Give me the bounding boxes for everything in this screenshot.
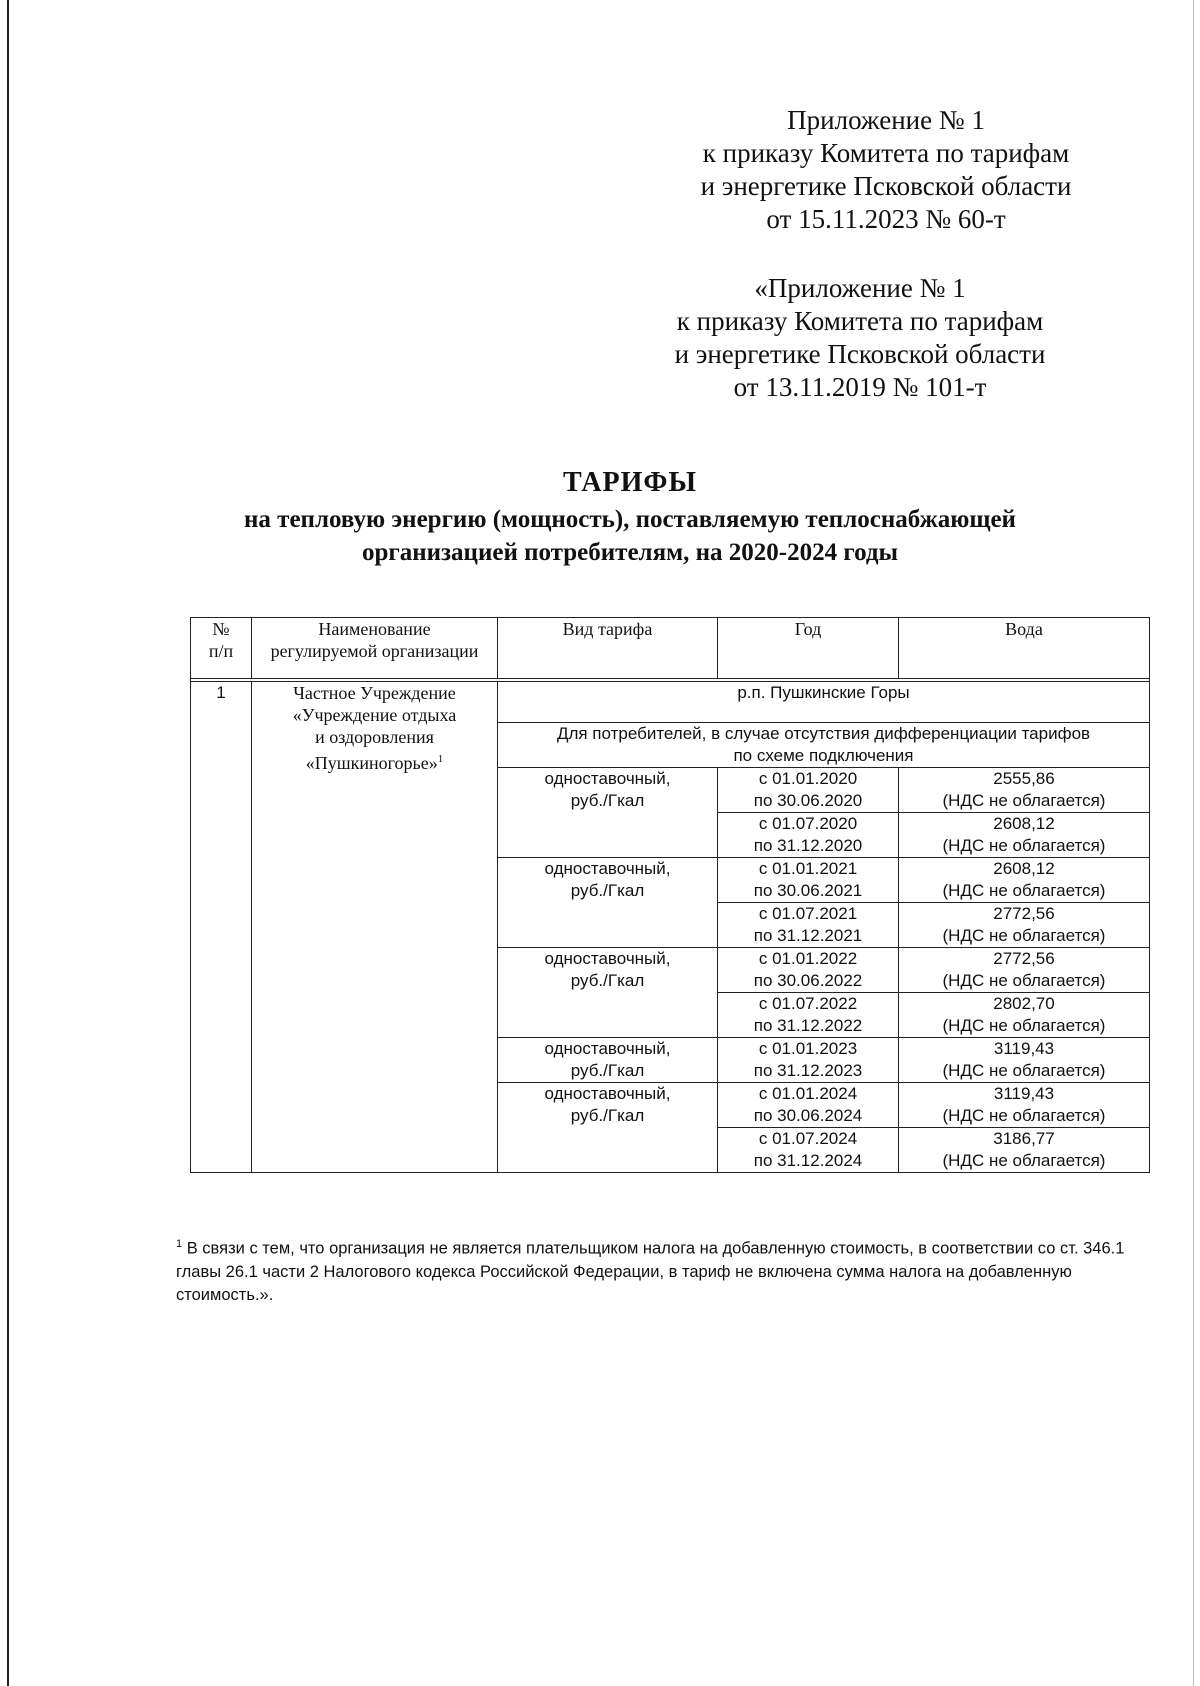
- period-cell: с 01.07.2021 по 31.12.2021: [718, 903, 899, 948]
- title-subtitle: на тепловую энергию (мощность), поставляемую теплоснабжающей: [244, 506, 1016, 533]
- location-cell: р.п. Пушкинские Горы: [498, 682, 1150, 723]
- water-tariff-cell: 2772,56 (НДС не облагается): [899, 948, 1150, 993]
- water-tariff-cell: 2608,12 (НДС не облагается): [899, 858, 1150, 903]
- header-line: к приказу Комитета по тарифам: [702, 138, 1070, 168]
- water-tariff-cell: 2608,12 (НДС не облагается): [899, 813, 1150, 858]
- period-cell: с 01.07.2022 по 31.12.2022: [718, 993, 899, 1038]
- header-line: от 13.11.2019 № 101-т: [733, 372, 987, 402]
- header-organization: Наименование регулируемой организации: [252, 618, 498, 679]
- period-cell: с 01.01.2021 по 30.06.2021: [718, 858, 899, 903]
- water-tariff-cell: 3186,77 (НДС не облагается): [899, 1128, 1150, 1173]
- header-year: Год: [718, 618, 899, 679]
- table-header-row: [191, 618, 1150, 679]
- row-number: 1: [191, 682, 252, 1173]
- document-title: [150, 463, 1110, 569]
- footnote-mark: 1: [437, 753, 444, 765]
- tariff-type-cell: одноставочный, руб./Гкал: [498, 1083, 718, 1173]
- title-main: ТАРИФЫ: [563, 467, 697, 498]
- header-line: «Приложение № 1: [754, 273, 966, 303]
- title-subtitle: организацией потребителям, на 2020-2024 годы: [361, 539, 899, 566]
- tariff-type-cell: одноставочный, руб./Гкал: [498, 858, 718, 948]
- tariff-type-cell: одноставочный, руб./Гкал: [498, 948, 718, 1038]
- tariff-type-cell: одноставочный, руб./Гкал: [498, 768, 718, 858]
- appendix-header-previous: [650, 272, 1070, 404]
- table-row: [191, 682, 1150, 723]
- footnote-mark: 1: [176, 1238, 183, 1250]
- footnote-text: В связи с тем, что организация не является плательщиком налога на добавленную стоимость, в соответствии со ст. 346.1 главы 26.1 части 2 Налогового кодекса Российской Федерации, в тариф не включена сумма налога на добавленную стоимость.».: [176, 1239, 1125, 1304]
- tariff-table: [190, 617, 1150, 1173]
- header-line: и энергетике Псковской области: [674, 339, 1046, 369]
- tariff-type-cell: одноставочный, руб./Гкал: [498, 1038, 718, 1083]
- header-line: и энергетике Псковской области: [700, 171, 1072, 201]
- water-tariff-cell: 2772,56 (НДС не облагается): [899, 903, 1150, 948]
- header-line: Приложение № 1: [787, 105, 985, 135]
- period-cell: с 01.01.2020 по 30.06.2020: [718, 768, 899, 813]
- water-tariff-cell: 3119,43 (НДС не облагается): [899, 1038, 1150, 1083]
- page-edge-right: [1193, 0, 1194, 1686]
- appendix-header-current: [676, 104, 1096, 236]
- header-water: Вода: [899, 618, 1150, 679]
- water-tariff-cell: 3119,43 (НДС не облагается): [899, 1083, 1150, 1128]
- period-cell: с 01.07.2020 по 31.12.2020: [718, 813, 899, 858]
- water-tariff-cell: 2555,86 (НДС не облагается): [899, 768, 1150, 813]
- consumer-group-cell: Для потребителей, в случае отсутствия дифференциации тарифов по схеме подключения: [498, 723, 1150, 768]
- water-tariff-cell: 2802,70 (НДС не облагается): [899, 993, 1150, 1038]
- header-line: от 15.11.2023 № 60-т: [766, 204, 1006, 234]
- organization-name: Частное Учреждение «Учреждение отдыха и оздоровления «Пушкиногорье»$^1$: [252, 682, 498, 1173]
- header-line: к приказу Комитета по тарифам: [676, 306, 1044, 336]
- period-cell: с 01.01.2022 по 30.06.2022: [718, 948, 899, 993]
- period-cell: с 01.01.2024 по 30.06.2024: [718, 1083, 899, 1128]
- header-number: № п/п: [191, 618, 252, 679]
- period-cell: с 01.07.2024 по 31.12.2024: [718, 1128, 899, 1173]
- header-tariff-type: Вид тарифа: [498, 618, 718, 679]
- page-edge-left: [7, 0, 9, 1686]
- period-cell: с 01.01.2023 по 31.12.2023: [718, 1038, 899, 1083]
- footnote: [176, 1233, 1136, 1307]
